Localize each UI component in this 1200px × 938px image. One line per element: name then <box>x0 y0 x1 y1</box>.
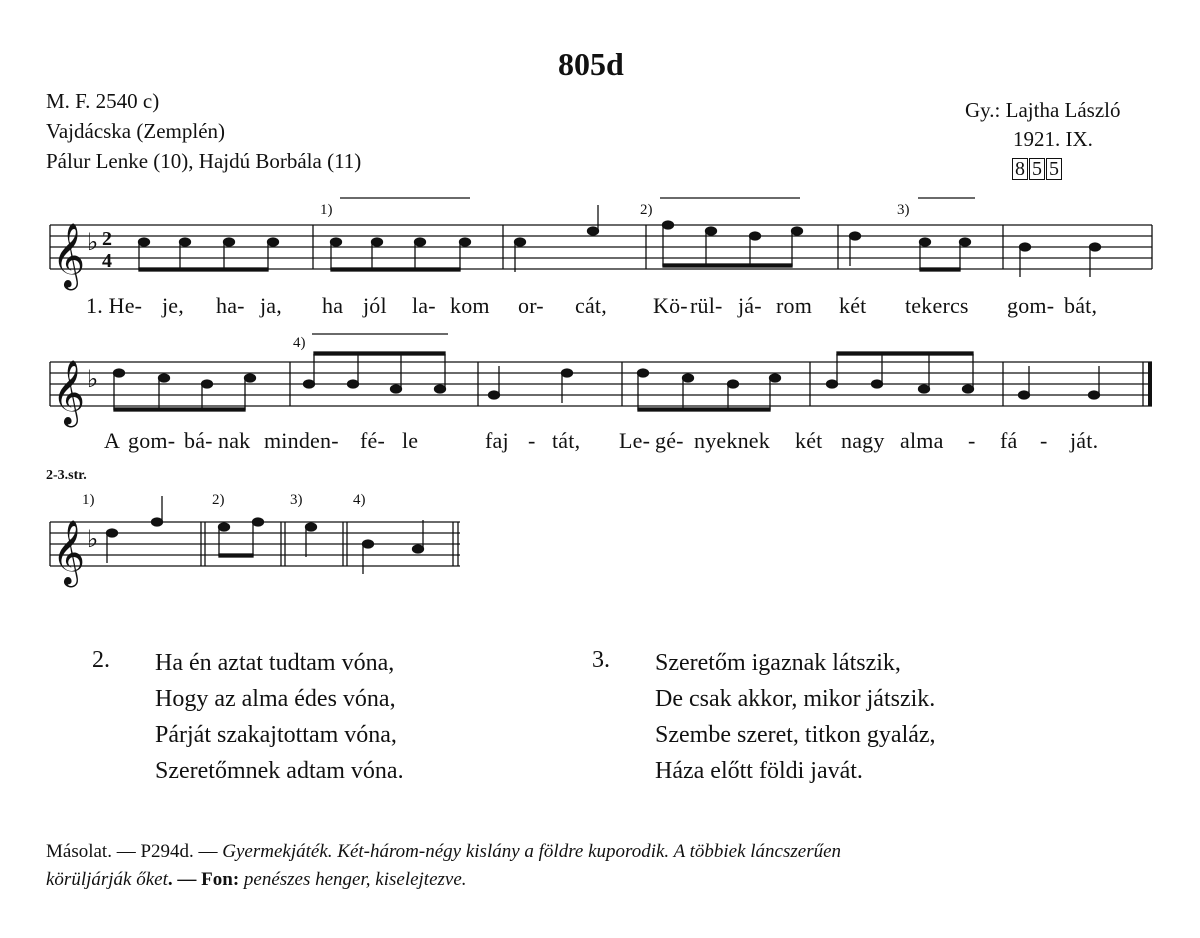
page-title: 805d <box>558 46 624 82</box>
note-head <box>413 545 424 553</box>
note-head <box>219 523 230 531</box>
lyric-syllable: A <box>104 428 121 453</box>
lyric-syllable: - <box>1040 428 1048 453</box>
variant-mark: 1) <box>82 492 95 508</box>
syllable-count: 5 <box>1046 158 1062 180</box>
collection-date: 1921. IX. <box>1013 127 1093 151</box>
lyric-syllable: nyeknek <box>694 428 770 453</box>
variant-mark: 4) <box>353 492 366 508</box>
lyric-syllable: Kö- <box>653 293 688 318</box>
stanza-line: Szeretőm igaznak látszik, <box>655 650 901 676</box>
flat-sign-icon: ♭ <box>87 365 99 393</box>
variant-mark: 3) <box>897 202 910 218</box>
lyric-syllable: fé- <box>360 428 386 453</box>
lyric-syllable: tát, <box>552 428 581 453</box>
stanza-number: 3. <box>592 647 610 673</box>
time-signature-top: 2 <box>102 228 112 250</box>
lyric-syllable: la- <box>412 293 436 318</box>
note-head <box>152 518 163 526</box>
lyric-syllable: jól <box>363 293 387 318</box>
footer-description: Gyermekjáték. Két-három-négy kislány a földre kuporodik. A többiek láncszerűen <box>222 841 842 862</box>
lyric-syllable: tekercs <box>905 293 969 318</box>
lyric-syllable: fá <box>1000 428 1018 453</box>
variant-mark: 2) <box>640 202 653 218</box>
lyric-syllable: kom <box>450 293 490 318</box>
footer-note <box>46 838 1156 894</box>
treble-clef-icon: 𝄞 <box>52 520 86 585</box>
note-head <box>306 523 317 531</box>
variant-mark: 2) <box>212 492 225 508</box>
lyric-syllable: bát, <box>1064 293 1098 318</box>
treble-clef-icon: 𝄞 <box>52 223 86 288</box>
note-head <box>253 518 264 526</box>
lyric-syllable: minden- <box>264 428 339 453</box>
lyric-syllable: két <box>839 293 867 318</box>
footer-description-cont: körüljárják őket <box>46 869 168 890</box>
lyric-syllable: - <box>968 428 976 453</box>
source-place: Vajdácska (Zemplén) <box>46 119 226 143</box>
lyric-syllable: ha- <box>216 293 245 318</box>
lyric-syllable: - <box>528 428 536 453</box>
stanza-line: Szembe szeret, titkon gyaláz, <box>655 722 936 748</box>
footer-fon-value: penészes henger, kiselejtezve. <box>243 869 467 890</box>
stanza-line: De csak akkor, mikor játszik. <box>655 686 936 712</box>
syllable-count: 8 <box>1012 158 1028 180</box>
time-signature-bottom: 4 <box>102 250 112 272</box>
variant-mark: 3) <box>290 492 303 508</box>
variant-mark: 1) <box>320 202 333 218</box>
lyric-syllable: gom- <box>128 428 176 453</box>
lyric-syllable: ja, <box>260 293 282 318</box>
flat-sign-icon: ♭ <box>87 525 99 553</box>
lyric-syllable: já- <box>738 293 762 318</box>
treble-clef-icon: 𝄞 <box>52 360 86 425</box>
source-performers: Pálur Lenke (10), Hajdú Borbála (11) <box>46 149 362 173</box>
stanza-line: Hogy az alma édes vóna, <box>155 686 396 712</box>
lyric-syllable: két <box>795 428 823 453</box>
stanza-number: 2. <box>92 647 110 673</box>
lyric-syllable: cát, <box>575 293 607 318</box>
lyric-syllable: bá- <box>184 428 213 453</box>
footer-source: Másolat. — P294d. — <box>46 841 223 862</box>
lyric-syllable: gom- <box>1007 293 1055 318</box>
stanza-3 <box>655 645 936 789</box>
source-id: M. F. 2540 c) <box>46 89 160 113</box>
stanza-2 <box>155 645 404 789</box>
lyric-syllable: rül- <box>690 293 723 318</box>
lyric-syllable: rom <box>776 293 813 318</box>
lyric-syllable: nak <box>218 428 251 453</box>
beam <box>219 554 253 557</box>
note-head <box>363 540 374 548</box>
stanza-line: Párját szakajtottam vóna, <box>155 722 397 748</box>
collector: Gy.: Lajtha László <box>965 98 1121 122</box>
lyric-syllable: ját. <box>1070 428 1099 453</box>
lyric-syllable: le <box>402 428 419 453</box>
footer-fon-label: . — Fon: <box>167 869 244 890</box>
stanza-line: Szeretőmnek adtam vóna. <box>155 758 404 784</box>
lyric-syllable: faj <box>485 428 509 453</box>
lyric-syllable: Le- <box>619 428 651 453</box>
note-head <box>107 529 118 537</box>
stanza-line: Háza előtt földi javát. <box>655 758 863 784</box>
lyric-syllable: nagy <box>841 428 885 453</box>
lyric-syllable: ha <box>322 293 344 318</box>
lyric-syllable: 1. He- <box>86 293 143 318</box>
lyric-syllable: gé- <box>655 428 684 453</box>
lyric-syllable: alma <box>900 428 944 453</box>
syllable-count: 5 <box>1029 158 1045 180</box>
stanza-line: Ha én aztat tudtam vóna, <box>155 650 395 676</box>
lyric-syllable: or- <box>518 293 544 318</box>
flat-sign-icon: ♭ <box>87 228 99 256</box>
lyric-syllable: je, <box>162 293 184 318</box>
variant-mark: 4) <box>293 335 306 351</box>
variants-label: 2-3.str. <box>46 468 87 483</box>
